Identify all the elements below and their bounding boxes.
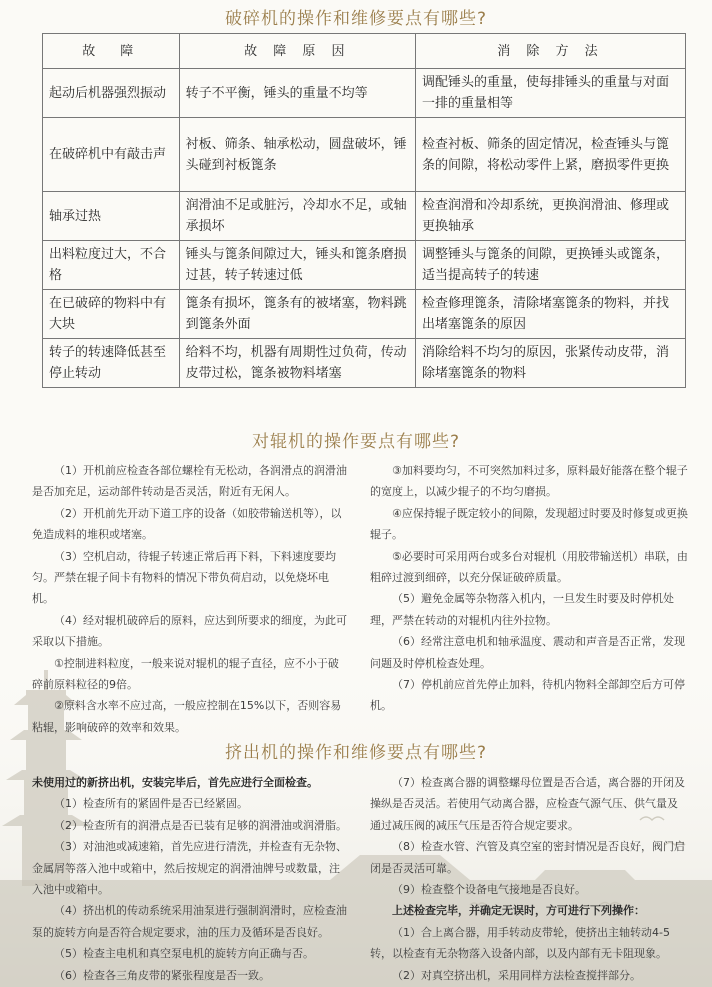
fault-cell: 转子的转速降低甚至停止转动 xyxy=(43,339,180,388)
table-row xyxy=(43,118,686,192)
table-row xyxy=(43,339,686,388)
paragraph: （1）检查所有的紧固件是否已经紧固。 xyxy=(54,797,248,811)
paragraph: （6）检查各三角皮带的紧张程度是否一致。 xyxy=(54,968,270,982)
paragraph: （4）经对辊机破碎后的原料，应达到所要求的细度，为此可采取以下措施。 xyxy=(32,613,347,649)
table-row xyxy=(43,192,686,241)
crusher-fault-table xyxy=(42,33,686,388)
paragraph: （4）挤出机的传动系统采用油泵进行强制润滑时，应检查油泵的旋转方向是否符合规定要求，油的压力及循环是否良好。 xyxy=(32,904,347,939)
paragraph: ④应保持辊子既定较小的间隙，发现超过时要及时修复或更换辊子。 xyxy=(370,506,688,542)
header-fault: 故 障 xyxy=(43,34,180,69)
cause-cell: 转子不平衡，锤头的重量不均等 xyxy=(179,69,415,118)
remedy-cell: 检查衬板、筛条的固定情况，检查锤头与篦条的间隙，将松动零件上紧，磨损零件更换 xyxy=(415,118,685,192)
fault-cell: 出料粒度过大，不合格 xyxy=(43,241,180,290)
fault-cell: 在破碎机中有敲击声 xyxy=(43,118,180,192)
paragraph: （1）合上离合器，用手转动皮带轮，使挤出主轴转动4-5转，以检查有无杂物落入设备内部，以及内部有无卡阻现象。 xyxy=(370,925,670,961)
cause-cell: 给料不均，机器有周期性过负荷，传动皮带过松，篦条被物料堵塞 xyxy=(179,339,415,388)
table-row xyxy=(43,290,686,339)
paragraph: （3）空机启动，待辊子转速正常后再下料，下料速度要均匀。严禁在辊子间卡有物料的情况下带负荷启动，以免烧坏电机。 xyxy=(32,549,336,606)
cause-cell: 篦条有损坏，篦条有的被堵塞，物料跳到篦条外面 xyxy=(179,290,415,339)
remedy-cell: 检查润滑和冷却系统，更换润滑油、修理或更换轴承 xyxy=(415,192,685,241)
fault-cell: 轴承过热 xyxy=(43,192,180,241)
paragraph: （7）检查离合器的调整螺母位置是否合适，离合器的开闭及操纵是否灵活。若使用气动离合器，应检查气源气压、供气量及通过减压阀的减压气压是否符合规定要求。 xyxy=(370,776,685,832)
paragraph: （5）检查主电机和真空泵电机的旋转方向正确与否。 xyxy=(54,947,314,961)
remedy-cell: 消除给料不均匀的原因，张紧传动皮带，消除堵塞篦条的物料 xyxy=(415,339,685,388)
table-header-row xyxy=(43,34,686,69)
remedy-cell: 检查修理篦条，清除堵塞篦条的物料，并找出堵塞篦条的原因 xyxy=(415,290,685,339)
paragraph: （1）开机前应检查各部位螺栓有无松动，各润滑点的润滑油是否加充足，运动部件转动是否灵活，附近有无闲人。 xyxy=(32,464,347,499)
extruder-right-column xyxy=(370,772,688,986)
paragraph: （9）检查整个设备电气接地是否良好。 xyxy=(392,883,586,897)
extruder-left-heading: 未使用过的新挤出机，安装完毕后，首先应进行全面检查。 xyxy=(32,776,318,789)
paragraph: ①控制进料粒度，一般来说对辊机的辊子直径，应不小于破碎前原料粒径的9倍。 xyxy=(32,656,339,692)
header-remedy: 消 除 方 法 xyxy=(415,34,685,69)
extruder-right-heading: 上述检查完毕，并确定无误时，方可进行下列操作： xyxy=(392,904,645,918)
extruder-left-column xyxy=(32,772,348,986)
paragraph: （2）开机前先开动下道工序的设备（如胶带输送机等），以免造成料的堆积或堵塞。 xyxy=(32,506,342,542)
roller-section-title: 对辊机的操作要点有哪些? xyxy=(251,432,461,452)
paragraph: （3）对油池或减速箱，首先应进行清洗，并检查有无杂物、金属屑等落入池中或箱中，然后按规定的润滑油牌号或数量，注入池中或箱中。 xyxy=(32,840,347,897)
table-row xyxy=(43,69,686,118)
header-cause: 故 障 原 因 xyxy=(179,34,415,69)
paragraph: （8）检查水管、汽管及真空室的密封情况是否良好，阀门启闭是否灵活可靠。 xyxy=(370,840,685,875)
roller-left-column xyxy=(32,460,348,738)
fault-cell: 起动后机器强烈振动 xyxy=(43,69,180,118)
paragraph: （7）停机前应首先停止加料，待机内物料全部卸空后方可停机。 xyxy=(370,678,685,713)
table-row xyxy=(43,241,686,290)
paragraph: ⑤必要时可采用两台或多台对辊机（用胶带输送机）串联，由粗碎过渡到细碎，以充分保证破碎质量。 xyxy=(370,549,688,585)
remedy-cell: 调整锤头与篦条的间隙，更换锤头或篦条，适当提高转子的转速 xyxy=(415,241,685,290)
paragraph: ③加料要均匀，不可突然加料过多，原料最好能落在整个辊子的宽度上，以减少辊子的不均匀磨损。 xyxy=(370,464,688,499)
roller-right-column xyxy=(370,460,688,717)
paragraph: （2）检查所有的润滑点是否已装有足够的润滑油或润滑脂。 xyxy=(54,818,347,832)
paragraph: （6）经常注意电机和轴承温度、震动和声音是否正常，发现问题及时停机检查处理。 xyxy=(370,635,685,670)
paragraph: （5）避免金属等杂物落入机内，一旦发生时要及时停机处理，严禁在转动的对辊机内往外拉物。 xyxy=(370,592,674,627)
cause-cell: 润滑油不足或脏污，冷却水不足，或轴承损坏 xyxy=(179,192,415,241)
fault-cell: 在已破碎的物料中有大块 xyxy=(43,290,180,339)
cause-cell: 衬板、筛条、轴承松动，圆盘破坏，锤头碰到衬板篦条 xyxy=(179,118,415,192)
extruder-section-title: 挤出机的操作和维修要点有哪些? xyxy=(224,743,488,763)
crusher-section-title: 破碎机的操作和维修要点有哪些? xyxy=(224,9,488,29)
paragraph: ②原料含水率不应过高，一般应控制在15%以下，否则容易粘辊，影响破碎的效率和效果。 xyxy=(32,699,342,734)
paragraph: （2）对真空挤出机，采用同样方法检查搅拌部分。 xyxy=(392,968,641,982)
remedy-cell: 调配锤头的重量，使每排锤头的重量与对面一排的重量相等 xyxy=(415,69,685,118)
cause-cell: 锤头与篦条间隙过大，锤头和篦条磨损过甚，转子转速过低 xyxy=(179,241,415,290)
